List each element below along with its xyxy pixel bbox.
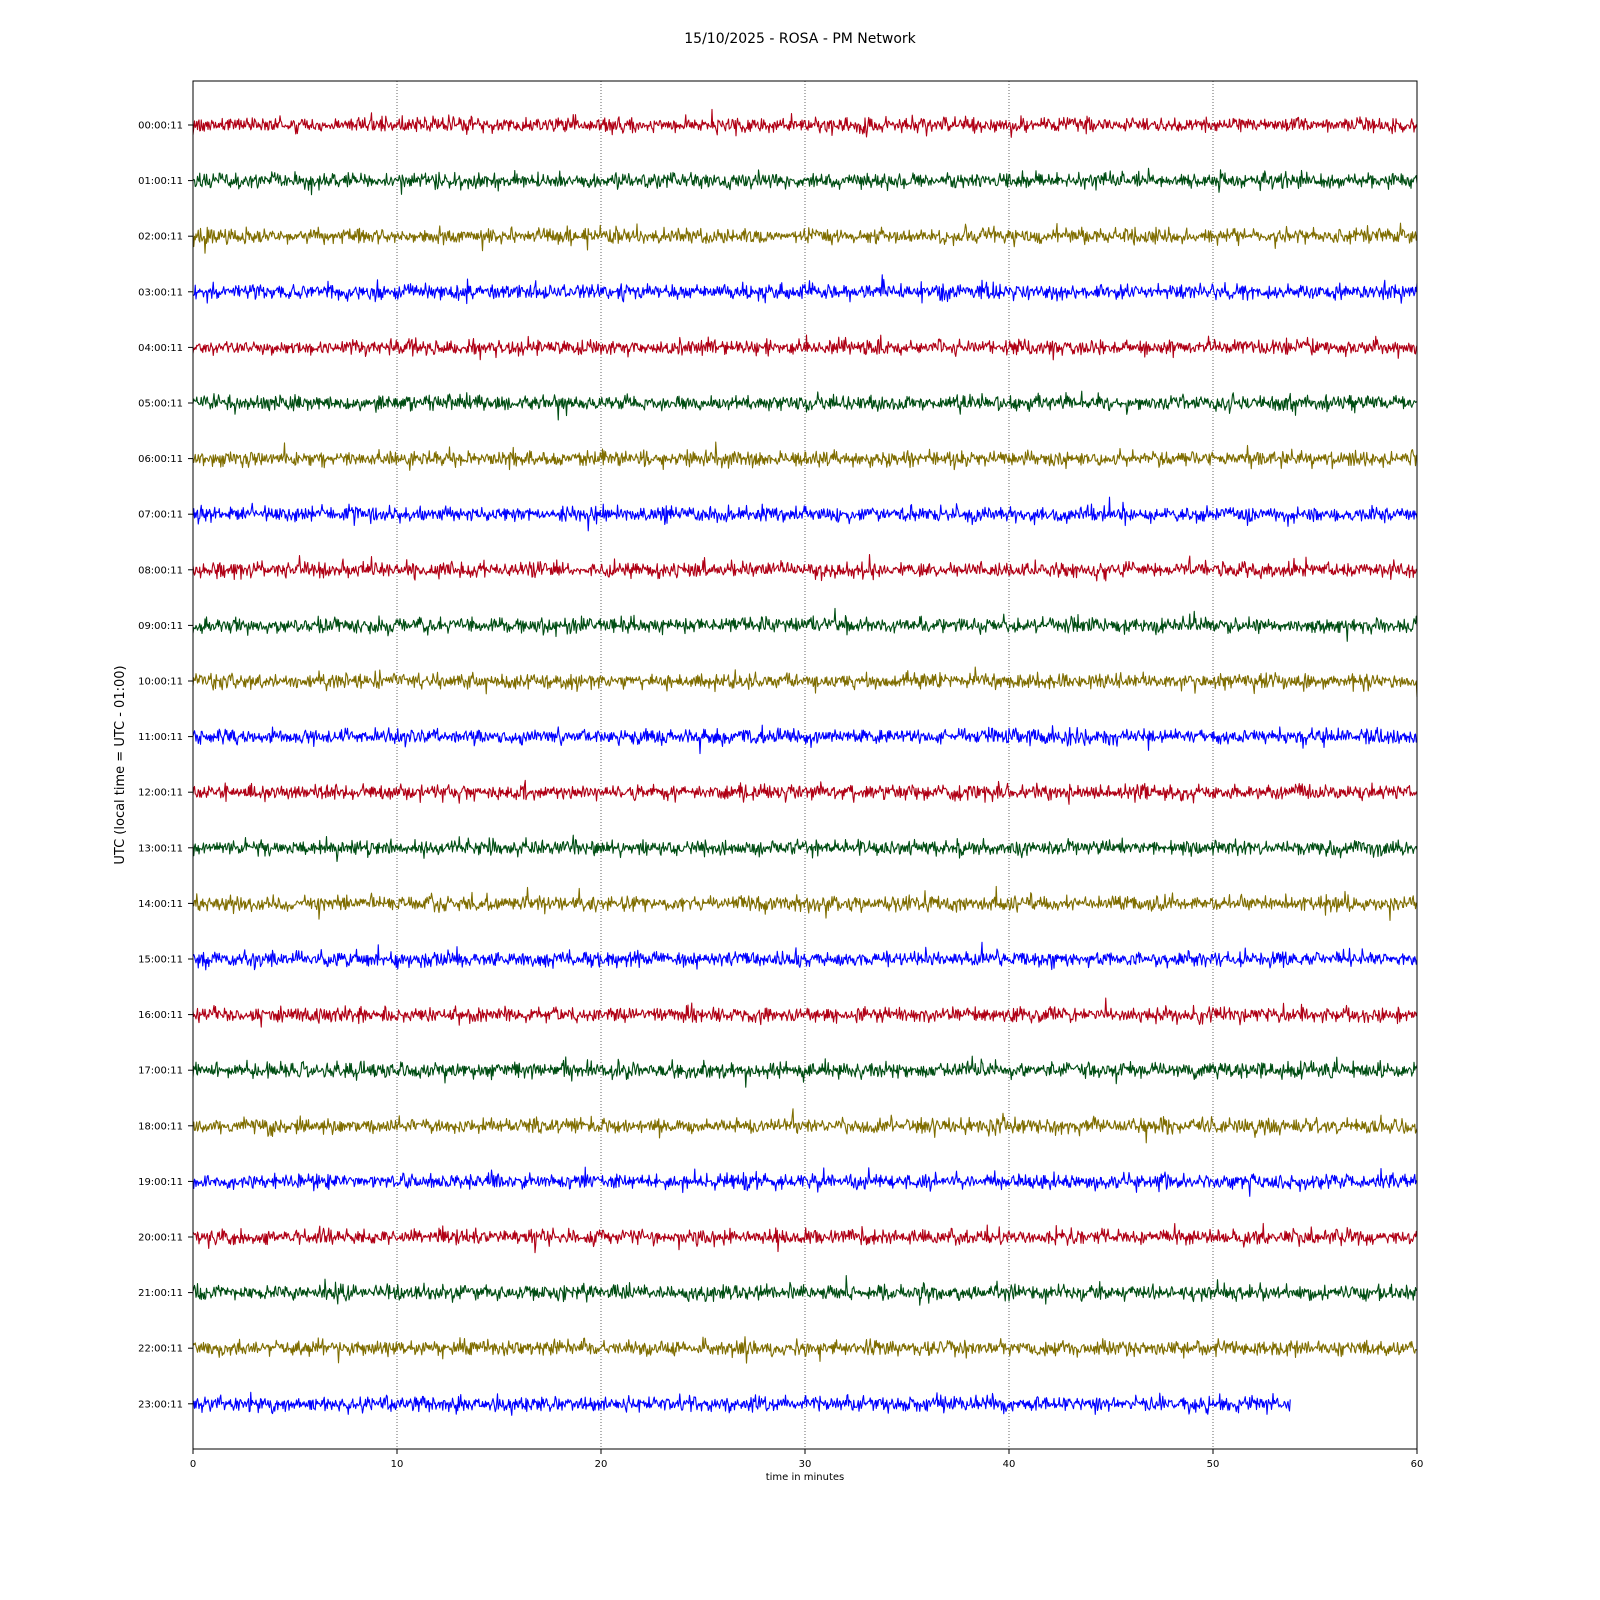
y-tick-label-11: 11:00:11 [138, 732, 183, 744]
x-axis-label: time in minutes [765, 1472, 845, 1483]
trace-line-1 [193, 168, 1417, 194]
y-tick-label-19: 19:00:11 [138, 1176, 183, 1188]
y-tick-label-3: 03:00:11 [138, 287, 183, 299]
y-tick-label-7: 07:00:11 [138, 509, 183, 521]
trace-line-0 [193, 109, 1417, 137]
trace-line-4 [193, 335, 1417, 360]
trace-line-17 [193, 1056, 1417, 1087]
x-tick-label-10: 10 [390, 1459, 404, 1470]
x-tick-label-40: 40 [1002, 1459, 1016, 1470]
y-tick-label-1: 01:00:11 [138, 176, 183, 188]
x-tick-label-60: 60 [1410, 1459, 1424, 1470]
trace-line-15 [193, 942, 1417, 969]
y-tick-label-2: 02:00:11 [138, 231, 183, 243]
trace-line-21 [193, 1276, 1417, 1306]
y-tick-label-18: 18:00:11 [138, 1121, 183, 1133]
y-tick-label-5: 05:00:11 [138, 398, 183, 410]
y-tick-label-16: 16:00:11 [138, 1010, 183, 1022]
x-tick-label-20: 20 [594, 1459, 608, 1470]
y-tick-label-6: 06:00:11 [138, 454, 183, 466]
y-axis-label: UTC (local time = UTC - 01:00) [113, 665, 128, 865]
y-tick-label-17: 17:00:11 [138, 1065, 183, 1077]
y-tick-label-23: 23:00:11 [138, 1399, 183, 1411]
y-tick-label-0: 00:00:11 [138, 120, 183, 132]
trace-line-6 [193, 442, 1417, 470]
trace-line-23 [193, 1392, 1290, 1415]
y-tick-group [138, 121, 193, 1411]
x-tick-label-0: 0 [189, 1459, 197, 1470]
y-tick-label-12: 12:00:11 [138, 787, 183, 799]
y-tick-label-21: 21:00:11 [138, 1288, 183, 1300]
trace-line-13 [193, 835, 1417, 861]
x-tick-label-30: 30 [798, 1459, 812, 1470]
y-tick-label-4: 04:00:11 [138, 342, 183, 354]
x-tick-group [190, 1449, 1424, 1470]
chart-title: 15/10/2025 - ROSA - PM Network [684, 31, 916, 47]
y-tick-label-22: 22:00:11 [138, 1343, 183, 1355]
y-tick-label-8: 08:00:11 [138, 565, 183, 577]
y-tick-label-20: 20:00:11 [138, 1232, 183, 1244]
y-tick-label-15: 15:00:11 [138, 954, 183, 966]
y-tick-label-9: 09:00:11 [138, 620, 183, 632]
trace-line-10 [193, 667, 1417, 697]
y-tick-label-13: 13:00:11 [138, 843, 183, 855]
x-tick-label-50: 50 [1206, 1459, 1220, 1470]
y-tick-label-10: 10:00:11 [138, 676, 183, 688]
trace-line-2 [193, 223, 1417, 253]
y-tick-label-14: 14:00:11 [138, 898, 183, 910]
